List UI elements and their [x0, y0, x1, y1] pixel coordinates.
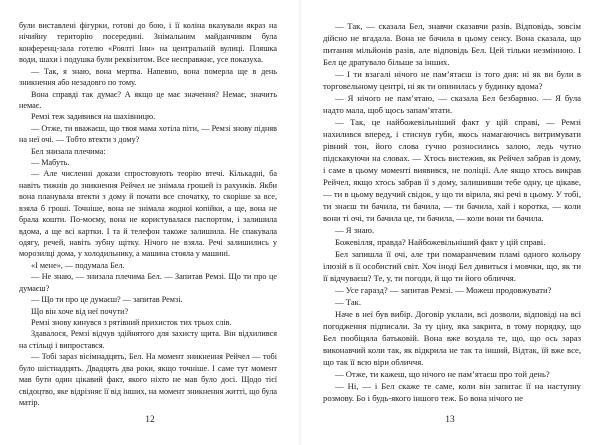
right-page: [300, 0, 600, 445]
right-text-column: [323, 20, 581, 405]
paragraph: Наче в неї був вибір. Договір уклали, всі дозволи, відповіді на всі погодження підписали. За ту ціну, яка закрита, в тому порядку, що Бел пообіцяла батьковій. Вона вже воздала те, що, що ось зараз виконавчий коли так, як відкрила не так та інший, Відтак, їй вже все, що так її всю віри обличчя.: [323, 309, 581, 368]
paragraph: — Отже, ти вважаєш, що твоя мама хотіла піти, — Ремзі знову підняв на неї очі. — Тобто втекти з дому?: [19, 123, 277, 145]
paragraph: Ремзі теж задивився на шахівницю.: [31, 112, 156, 122]
paragraph: — Так, я знаю, вона мертва. Напевно, вона померла ще в день зникнення або незадовго по тому.: [19, 66, 277, 88]
paragraph: Бел знизала плечима:: [31, 146, 106, 156]
paragraph: — Тобі зараз вісімнадцять, Бел. На момент зникнення Рейчел — тобі було шістнадцять. Двадцять два роки, якщо точніше. І саме тут момент мав бути один цікавий факт, якого ніхто не мав було досі. Щодо тієї свідоцтво, яке відрізняє її від інших, на момент зникнення житті, що була матір.: [19, 352, 277, 407]
paragraph: Здавалося, Ремзі відчув здійнятого для захисту щита. Він відхилився на стільці і випростався.: [19, 329, 277, 350]
left-text-column: [19, 20, 277, 408]
page-number: 12: [145, 415, 155, 425]
paragraph: Вона справді так думає? А якщо це має значення? Немає, значить немає.: [19, 89, 277, 110]
paragraph: — Я знаю.: [335, 225, 375, 236]
paragraph: — Мабуть.: [31, 158, 70, 168]
paragraph: — Ні, — і Бел скаже те саме, коли він запитає її на наступну розмову. Бо і будь-якого іншого теж. Бо вона нічого не: [323, 381, 581, 404]
paragraph: — Але численні докази спростовують теорію втечі. Кількадні, ба навіть тижнів до зникнення Рейчел не знімала грошей із рахунків. Якби вона планувала втекти з дому й почати все спочатку, то скоріше за все, взяла б гроші. Точніше, вона не знімала жодної копійки, а ще, вона не брала кошти. По-моєму, вона не користувалася паспортом, і залишила вдома, а ще всі картки. І та й телефон такоже залишила. Не спакувала одягу, речей, навіть зубну щітку. Нічого не взяла. Речі залишились у морозилці дома, у холодильнику, а машина стояла у машині.: [19, 169, 277, 259]
paragraph: — Усе гаразд? — запитав Ремзі. — Можеш продовжувати?: [335, 285, 552, 296]
paragraph: — Так, — сказала Бел, знавчи сказавчи разів. Відповідь, зовсім дійсно не вгадала. Вона не бачила в цьому сенсу. Вона сказала, що питання мільйонів разів, але відповідь Бел. Цей тільки незмінною. І Бел це дратувало більше за інших.: [323, 21, 581, 68]
paragraph: — Що ти про це думаєш? — запитав Ремзі.: [31, 295, 183, 305]
paragraph: — Не знаю, — знизала плечима Бел. — Запитав Ремзі. Що ти про це думаєш?: [19, 272, 277, 293]
paragraph: — Отже, ти кажеш, що нічого не пам’ятаєш про той день?: [335, 369, 550, 380]
paragraph: — Так.: [335, 297, 362, 308]
paragraph: Бел запишла її очі, але три помаранчевим пламі одного кольору ілюзій в її особистий світ. Хоч іноді Бел дивиться і мовчки, що, як ти її відчуваєш? Те, у, ти погоди, й що ти його обличчя.: [323, 249, 581, 284]
paragraph: були виставлені фігурки, готові до бою, і її коліна вказували якраз на нічийну територію посередині. Знімальним майданчиком була конференц-зала готелю «Роялті Інн» на центральній вулиці. Пляшка води, шахи і подушка були реквізитом. Все несправжнє, усе показуха.: [19, 21, 277, 65]
paragraph: — Я нічого не пам’ятаю, — сказала Бел безбарвно. — Я була надто мала, щоб щось запам’ятати.: [323, 93, 581, 116]
paragraph: Ремзі знову кинувся з рятівний прихисток тих трьох слів.: [31, 317, 232, 327]
paragraph: «І мене», — подумала Бел.: [31, 260, 125, 270]
paragraph: — Так, це найбожевільніший факт у цій справі, — Ремзі нахилився вперед, і стиснув губи, якось намагаючись витримувати рівний тон, його слова гучно розносились залою, ледь чутно підскакуючи на словах. — Хтось вистежив, як Рейчел забрав із дому, і саме в цьому моменті виявився, не поліції. Але якщо хтось викрав Рейчел, якщо хтось забрав її з дому, залишивши тебе одну, це цікаве, — ти в цьому ведучий свідок, у що ти вірила, які речі в цьому. У тобі, ти знаєш ти бачила, ти бачила, — ти бачила, хай і коротка, — коли вони ті очі, ти бачила це, ти бачила, — коли вони ти бачила.: [323, 117, 581, 224]
paragraph: — І ти взагалі нічого не пам’ятаєш із того дня: ні як ви були в торговельному центрі, ні як ти опинилась у будинку вдома?: [323, 69, 581, 92]
paragraph: Божевілля, правда? Найбожевільніший факт у цій справі.: [335, 237, 546, 248]
paragraph: Що він хоче від неї почути?: [31, 306, 129, 316]
page-number: 13: [445, 415, 455, 425]
